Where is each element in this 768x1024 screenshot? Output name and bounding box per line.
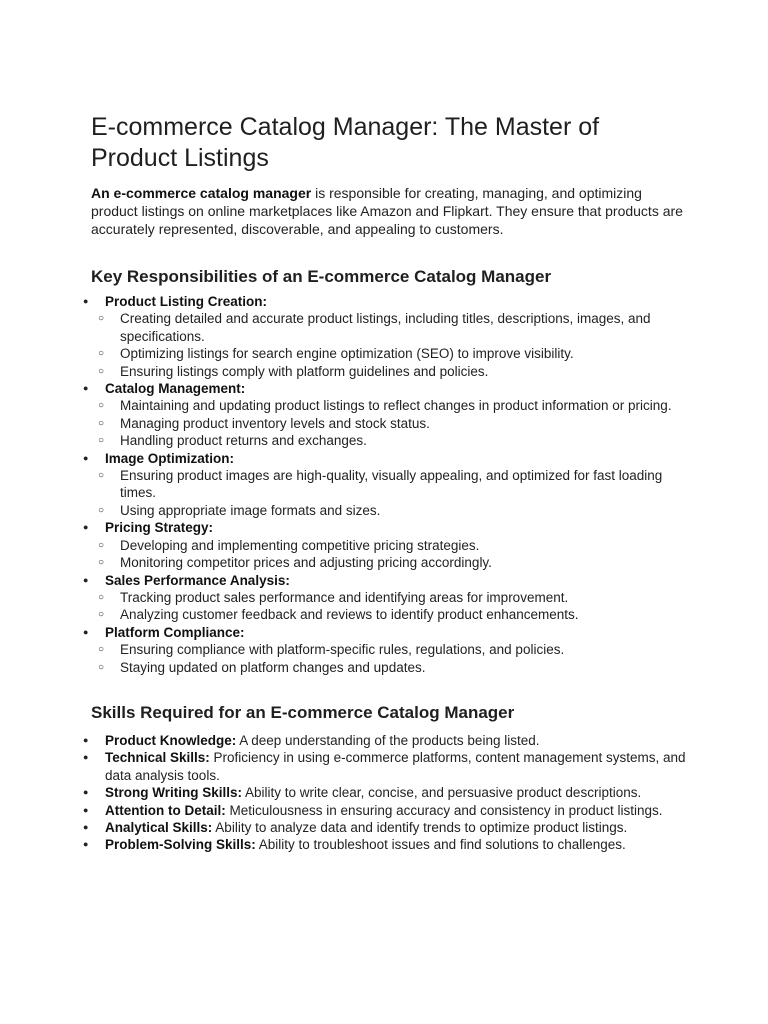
skill-name: Technical Skills:	[105, 750, 210, 766]
responsibility-subitem: ○ Handling product returns and exchanges.	[120, 432, 688, 449]
skill-description: A deep understanding of the products being listed.	[236, 732, 540, 748]
responsibility-subitem: ○ Tracking product sales performance and identifying areas for improvement.	[120, 589, 688, 606]
skill-item	[91, 836, 688, 853]
responsibility-subitem: ○ Maintaining and updating product listings to reflect changes in product information or pricing.	[120, 397, 688, 414]
intro-bold-lead: An e-commerce catalog manager	[91, 185, 312, 201]
skill-item	[91, 784, 688, 801]
responsibility-item	[91, 519, 688, 571]
responsibility-item	[91, 450, 688, 520]
skill-name: Problem-Solving Skills:	[105, 837, 256, 853]
skills-list	[91, 732, 688, 854]
responsibility-sublist	[105, 310, 688, 380]
skill-name: Strong Writing Skills:	[105, 785, 243, 801]
document-title: E-commerce Catalog Manager: The Master of Product Listings	[91, 113, 600, 172]
responsibilities-list	[91, 293, 688, 676]
responsibility-subitem: ○ Developing and implementing competitive pricing strategies.	[120, 537, 688, 554]
responsibilities-heading: Key Responsibilities of an E-commerce Catalog Manager	[91, 267, 552, 286]
responsibility-subitem: ○ Using appropriate image formats and sizes.	[120, 502, 688, 519]
skill-name: Attention to Detail:	[105, 802, 226, 818]
skill-name: Analytical Skills:	[105, 819, 213, 835]
skill-item	[91, 802, 688, 819]
responsibility-label: Catalog Management:	[105, 381, 246, 397]
responsibility-item	[91, 572, 688, 624]
skill-description: Ability to analyze data and identify trends to optimize product listings.	[212, 819, 628, 835]
responsibility-label: Image Optimization:	[105, 450, 235, 466]
responsibility-subitem: ○ Ensuring listings comply with platform guidelines and policies.	[120, 363, 688, 380]
responsibility-subitem: ○ Optimizing listings for search engine optimization (SEO) to improve visibility.	[120, 345, 688, 362]
responsibility-label: Platform Compliance:	[105, 624, 245, 640]
responsibility-label: Product Listing Creation:	[105, 294, 267, 309]
responsibility-item	[91, 624, 688, 676]
skills-heading: Skills Required for an E-commerce Catalog Manager	[91, 702, 515, 722]
skill-description: Proficiency in using e-commerce platforms, content management systems, and data analysis tools.	[105, 750, 686, 783]
skill-item	[91, 819, 688, 836]
intro-text: is responsible for creating, managing, and optimizing product listings on online marketplaces like Amazon and Flipkart. They ensure that products are accurately represented, discoverable, and appealing to customers.	[91, 185, 683, 237]
responsibility-subitem: ○ Staying updated on platform changes and updates.	[120, 659, 688, 676]
responsibility-subitem: ○ Monitoring competitor prices and adjusting pricing accordingly.	[120, 554, 688, 571]
responsibility-sublist	[105, 467, 688, 519]
skill-description: Ability to write clear, concise, and persuasive product descriptions.	[242, 785, 642, 801]
skill-name: Product Knowledge:	[105, 732, 237, 748]
responsibility-item	[91, 293, 688, 380]
responsibility-sublist	[105, 641, 688, 676]
responsibility-item	[91, 380, 688, 450]
responsibility-sublist	[105, 537, 688, 572]
responsibility-subitem: ○ Analyzing customer feedback and reviews to identify product enhancements.	[120, 606, 688, 623]
responsibility-subitem: ○ Creating detailed and accurate product listings, including titles, descriptions, images, and specifications.	[120, 310, 688, 345]
responsibility-label: Sales Performance Analysis:	[105, 572, 290, 588]
responsibility-label: Pricing Strategy:	[105, 520, 214, 536]
responsibility-sublist	[105, 397, 688, 449]
intro-paragraph	[91, 184, 688, 238]
skill-item	[91, 732, 688, 749]
skill-description: Meticulousness in ensuring accuracy and consistency in product listings.	[225, 802, 663, 818]
responsibility-subitem: ○ Ensuring product images are high-quality, visually appealing, and optimized for fast loading times.	[120, 467, 688, 502]
responsibility-subitem: ○ Managing product inventory levels and stock status.	[120, 415, 688, 432]
skill-item	[91, 749, 688, 784]
responsibility-sublist	[105, 589, 688, 624]
skill-description: Ability to troubleshoot issues and find solutions to challenges.	[255, 837, 626, 853]
responsibility-subitem: ○ Ensuring compliance with platform-specific rules, regulations, and policies.	[120, 641, 688, 658]
